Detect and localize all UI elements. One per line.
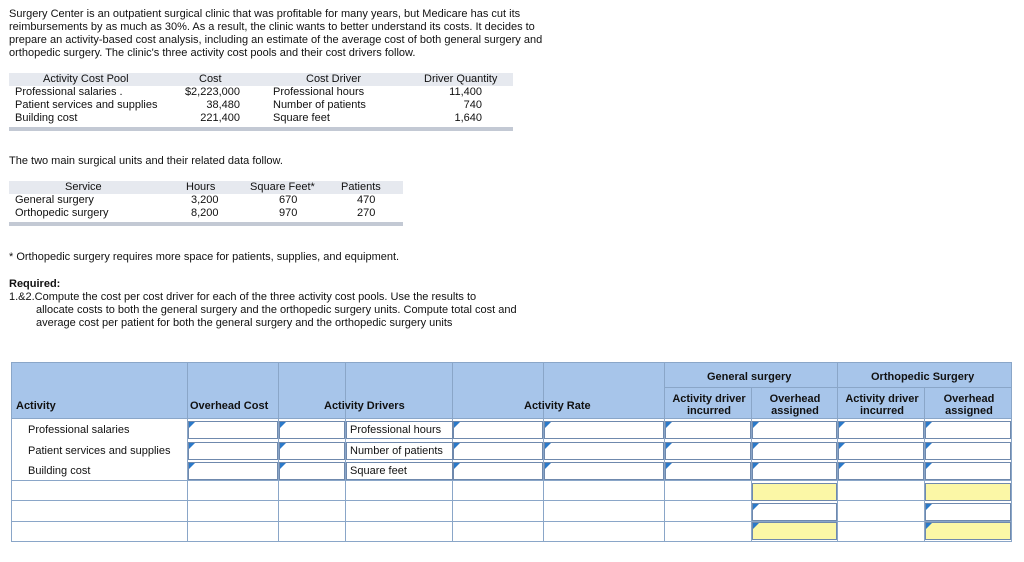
gs-driver-incurred-header: Activity driver incurred (672, 393, 746, 417)
activity-drivers-header: Activity Drivers (324, 400, 405, 412)
pool-cost: $2,223,000 (184, 86, 240, 98)
table-bottom-rule (9, 222, 403, 226)
gs-overhead-input[interactable] (752, 462, 837, 480)
gs-patients-input[interactable] (752, 503, 837, 521)
gs-average-cost-input[interactable] (752, 522, 837, 540)
driver-quantity-input[interactable] (453, 421, 543, 439)
pool-name: Professional salaries . (15, 86, 123, 98)
os-driver-input[interactable] (838, 442, 924, 460)
service-square-feet: 970 (279, 207, 298, 219)
units-intro: The two main surgical units and their related data follow. (9, 155, 283, 167)
header-hours: Hours (186, 181, 216, 193)
header-cost: Cost (199, 73, 222, 85)
gs-driver-input[interactable] (665, 421, 751, 439)
os-driver-input[interactable] (838, 421, 924, 439)
service-hours: 8,200 (191, 207, 219, 219)
pool-name: Patient services and supplies (15, 99, 158, 111)
activity-rate-input[interactable] (544, 462, 664, 480)
header-cost-driver: Cost Driver (306, 73, 362, 85)
header-driver-quantity: Driver Quantity (424, 73, 498, 85)
header-square-feet: Square Feet* (250, 181, 315, 193)
activity-label: Building cost (28, 465, 91, 477)
pool-quantity: 11,400 (449, 86, 482, 98)
overhead-cost-extra-input[interactable] (279, 462, 345, 480)
answer-grid (11, 362, 1013, 542)
activity-header: Activity (16, 400, 56, 412)
gs-overhead-input[interactable] (752, 442, 837, 460)
cost-pool-table (9, 73, 513, 131)
required-label: Required: (9, 278, 61, 290)
os-average-cost-input[interactable] (925, 522, 1011, 540)
os-overhead-input[interactable] (925, 421, 1011, 439)
overhead-cost-extra-input[interactable] (279, 442, 345, 460)
pool-driver: Square feet (273, 112, 330, 124)
cost-pool-header-row (9, 73, 513, 86)
activity-rate-input[interactable] (544, 442, 664, 460)
pool-name: Building cost (15, 112, 78, 124)
problem-intro: Surgery Center is an outpatient surgical clinic that was profitable for many years, but Medicare has cut its reimbursements by as much as 30%. As a result, the clinic wants to better understand its costs. It decides to prepare an activity-based cost analysis, including an estimate of the average cost of both general surgery and orthopedic surgery. The clinic's three activity cost pools and their cost drivers follow. (9, 8, 543, 59)
gs-driver-input[interactable] (665, 442, 751, 460)
activity-driver-field[interactable]: Square feet (346, 462, 453, 480)
overhead-cost-extra-input[interactable] (279, 421, 345, 439)
service-patients: 470 (357, 194, 376, 206)
driver-quantity-input[interactable] (453, 442, 543, 460)
service-name: General surgery (15, 194, 94, 206)
header-patients: Patients (341, 181, 381, 193)
pool-quantity: 740 (463, 99, 482, 111)
required-line-2: allocate costs to both the general surgery and the orthopedic surgery units. Compute total cost and (36, 304, 517, 316)
os-patients-input[interactable] (925, 503, 1011, 521)
required-line-3: average cost per patient for both the general surgery and the orthopedic surgery units (36, 317, 453, 329)
overhead-cost-input[interactable] (188, 462, 278, 480)
general-surgery-header: General surgery (707, 371, 792, 383)
pool-quantity: 1,640 (454, 112, 482, 124)
os-total-cost-input[interactable] (925, 483, 1011, 501)
gs-overhead-assigned-header: Overhead assigned (769, 393, 821, 417)
header-service: Service (65, 181, 102, 193)
table-row (9, 99, 513, 112)
gs-total-cost-input[interactable] (752, 483, 837, 501)
gs-driver-input[interactable] (665, 462, 751, 480)
pool-driver: Professional hours (273, 86, 365, 98)
overhead-cost-header: Overhead Cost (190, 400, 269, 412)
table-row (9, 194, 403, 207)
pool-cost: 221,400 (200, 112, 240, 124)
activity-driver-field[interactable]: Professional hours (346, 421, 453, 439)
activity-label: Professional salaries (28, 424, 130, 436)
activity-rate-header: Activity Rate (524, 400, 591, 412)
table-bottom-rule (9, 127, 513, 131)
units-header-row (9, 181, 403, 194)
os-overhead-assigned-header: Overhead assigned (943, 393, 995, 417)
service-hours: 3,200 (191, 194, 219, 206)
table-row (9, 86, 513, 99)
required-line-1: 1.&2.Compute the cost per cost driver for each of the three activity cost pools. Use the results to (9, 291, 477, 303)
table-row (9, 112, 513, 125)
activity-driver-field[interactable]: Number of patients (346, 442, 453, 460)
service-patients: 270 (357, 207, 376, 219)
gs-overhead-input[interactable] (752, 421, 837, 439)
pool-driver: Number of patients (273, 99, 366, 111)
activity-label: Patient services and supplies (28, 445, 171, 457)
service-name: Orthopedic surgery (15, 207, 109, 219)
driver-quantity-input[interactable] (453, 462, 543, 480)
os-driver-input[interactable] (838, 462, 924, 480)
activity-rate-input[interactable] (544, 421, 664, 439)
orthopedic-surgery-header: Orthopedic Surgery (871, 371, 975, 383)
units-table (9, 181, 403, 226)
header-activity-cost-pool: Activity Cost Pool (43, 73, 129, 85)
os-overhead-input[interactable] (925, 462, 1011, 480)
service-square-feet: 670 (279, 194, 298, 206)
pool-cost: 38,480 (206, 99, 240, 111)
os-driver-incurred-header: Activity driver incurred (845, 393, 919, 417)
overhead-cost-input[interactable] (188, 442, 278, 460)
footnote: * Orthopedic surgery requires more space for patients, supplies, and equipment. (9, 251, 400, 263)
table-row (9, 207, 403, 220)
overhead-cost-input[interactable] (188, 421, 278, 439)
os-overhead-input[interactable] (925, 442, 1011, 460)
